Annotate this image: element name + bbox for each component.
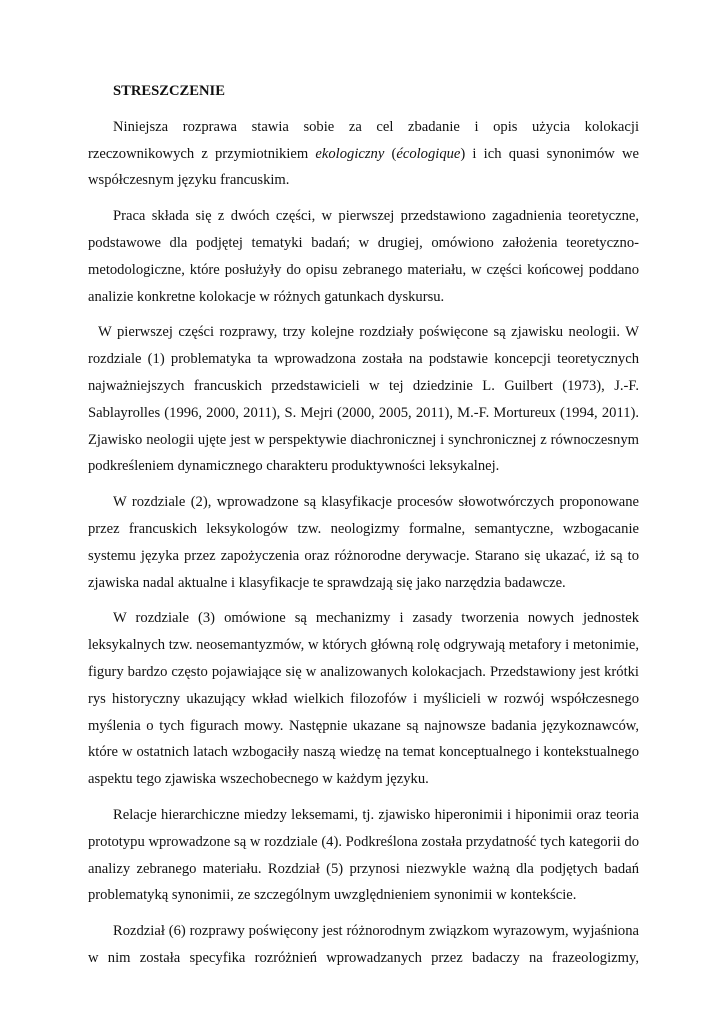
paragraph-7: Rozdział (6) rozprawy poświęcony jest różnorodnym związkom wyrazowym, wyjaśniona w nim została specyfika rozróżnień wprowadzanych przez badaczy na frazeologizmy,	[88, 923, 639, 966]
paragraph-4: W rozdziale (2), wprowadzone są klasyfikacje procesów słowotwórczych proponowane przez francuskich leksykologów tzw. neologizmy formalne, semantyczne, wzbogacanie systemu języka przez zapożyczenia oraz różnorodne derywacje. Starano się ukazać, iż są to zjawiska nadal aktualne i klasyfikacje te sprawdzają się jako narzędzia badawcze.	[88, 494, 639, 591]
paragraph-2: Praca składa się z dwóch części, w pierwszej przedstawiono zagadnienia teoretyczne, podstawowe dla podjętej tematyki badań; w drugiej, omówiono założenia teoretyczno-metodologiczne, które posłużyły do opisu zebranego materiału, w części końcowej poddano analizie konkretne kolokacje w różnych gatunkach dyskursu.	[88, 208, 639, 305]
paragraph-1-text-c: ) i ich quasi synonimów we współczesnym języku francuskim.	[88, 145, 639, 189]
paragraph-1-term-ekologiczny: ekologiczny	[315, 145, 385, 162]
paragraph-1	[88, 114, 639, 194]
paragraph-6: Relacje hierarchiczne miedzy leksemami, tj. zjawisko hiperonimii i hiponimii oraz teoria prototypu wprowadzone są w rozdziale (4). Podkreślona została przydatność tych kategorii do analizy zebranego materiału. Rozdział (5) przynosi niezwykle ważną dla podjętych badań problematyką synonimii, ze szczególnym uwzględnieniem synonimii w kontekście.	[88, 806, 639, 904]
paragraph-1-term-ecologique: écologique	[396, 145, 461, 162]
paragraph-3: W pierwszej części rozprawy, trzy kolejne rozdziały poświęcone są zjawisku neologii. W rozdziale (1) problematyka ta wprowadzona została na podstawie koncepcji teoretycznych najważniejszych francuskich przedstawicieli w tej dziedzinie L. Guilbert (1973), J.-F. Sablayrolles (1996, 2000, 2011), S. Mejri (2000, 2005, 2011), M.-F. Mortureux (1994, 2011). Zjawisko neologii ujęte jest w perspektywie diachronicznej i synchronicznej z równoczesnym podkreśleniem dynamicznego charakteru produktywności leksykalnej.	[88, 324, 639, 475]
section-title: STRESZCZENIE	[113, 83, 225, 99]
document-page	[88, 78, 639, 981]
paragraph-1-text-a: Niniejsza rozprawa stawia sobie za cel zbadanie i opis użycia kolokacji rzeczownikowych z przymiotnikiem	[88, 118, 639, 162]
paragraph-5: W rozdziale (3) omówione są mechanizmy i zasady tworzenia nowych jednostek leksykalnych tzw. neosemantyzmów, w których główną rolę odgrywają metafory i metonimie, figury bardzo często pojawiające się w analizowanych kolokacjach. Przedstawiony jest krótki rys historyczny ukazujący wkład wielkich filozofów i myślicieli w rozwój współczesnego myślenia o tych figurach mowy. Następnie ukazane są najnowsze badania językoznawców, które w ostatnich latach wzbogaciły naszą wiedzę na temat konceptualnego i kontekstualnego aspektu tego zjawiska wszechobecnego w każdym języku.	[88, 610, 639, 788]
paragraph-1-text-b: (	[384, 145, 397, 162]
